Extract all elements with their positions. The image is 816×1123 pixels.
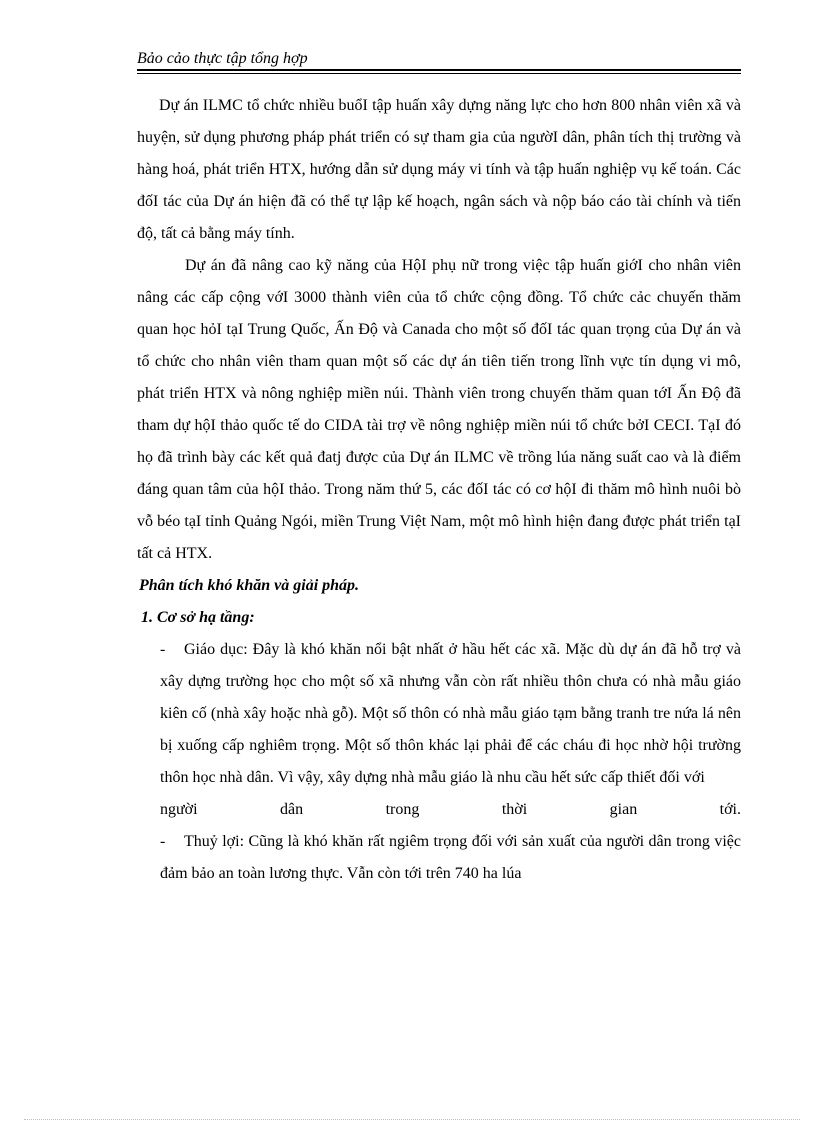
page-header (137, 49, 741, 69)
page-bottom-border (24, 1119, 800, 1120)
subsection-heading: 1. Cơ sở hạ tầng: (141, 609, 255, 626)
section-heading: Phân tích khó khăn và giải pháp. (139, 577, 360, 594)
bullet-dash: - (160, 833, 166, 850)
bullet-text: Thuỷ lợi: Cũng là khó khăn rất ngiêm trọng đối với sản xuất của người dân trong việc đảm bảo an toàn lương thực. Vẫn còn tới trên 740 ha lúa (160, 833, 741, 882)
bullet-last-line (160, 794, 741, 826)
body-paragraph: Dự án ILMC tổ chức nhiều buổI tập huấn xây dựng năng lực cho hơn 800 nhân viên xã và huyện, sử dụng phương pháp phát triển có sự tham gia của ngườI dân, phân tích thị trường và hàng hoá, phát triển HTX, hướng dẫn sử dụng máy vi tính và tập huấn nghiệp vụ kế toán. Các đốI tác của Dự án hiện đã có thể tự lập kế hoạch, ngân sách và nộp báo cáo tài chính và tiến độ, tất cả bằng máy tính. (137, 97, 741, 242)
bullet-text: Giáo dục: Đây là khó khăn nổi bật nhất ở hầu hết các xã. Mặc dù dự án đã hỗ trợ và xây dựng trường học cho một số xã nhưng vẫn còn rất nhiều thôn chưa có nhà mẫu giáo kiên cố (nhà xây hoặc nhà gỗ). Một số thôn có nhà mẫu giáo tạm bằng tranh tre nứa lá nên bị xuống cấp nghiêm trọng. Một số thôn khác lại phải để các cháu đi học nhờ hội trường thôn học nhà dân. Vì vậy, xây dựng nhà mẫu giáo là nhu cầu hết sức cấp thiết đối với (160, 641, 741, 786)
header-title: Bảo cảo thực tập tổng hợp (137, 50, 308, 67)
bullet-word: dân (280, 801, 304, 818)
bullet-dash: - (160, 641, 166, 658)
bullet-item-education (137, 634, 741, 826)
document-body (137, 90, 741, 890)
header-rule-thick (137, 69, 741, 71)
bullet-word: gian (609, 801, 638, 818)
bullet-word: tới. (719, 801, 741, 818)
bullet-item-irrigation (137, 826, 741, 890)
bullet-word: thời (501, 801, 528, 818)
bullet-word: người (160, 801, 198, 818)
bullet-word: trong (385, 801, 420, 818)
body-paragraph: Dự án đã nâng cao kỹ năng của HộI phụ nữ trong việc tập huấn giớI cho nhân viên nâng các cấp cộng vớI 3000 thành viên của tổ chức cộng đồng. Tổ chức cảc chuyến thăm quan học hỏI tạI Trung Quốc, Ấn Độ và Canada cho một số đốI tác quan trọng của Dự án và tổ chức cho nhân viên tham quan một số các dự án tiên tiến trong lĩnh vực tín dụng vi mô, phát triển HTX và nông nghiệp miền núi. Thành viên trong chuyến thăm quan tớI Ấn Độ đã tham dự hộI thảo quốc tế do CIDA tài trợ về nông nghiệp miền núi tổ chức bởI CECI. TạI đó họ đã trình bày các kết quả đatj được của Dự án ILMC về trồng lúa năng suất cao và là điểm đáng quan tâm của hộI thảo. Trong năm thứ 5, các đốI tác có cơ hộI đi thăm mô hình nuôi bò vỗ béo tạI tỉnh Quảng Ngói, miền Trung Việt Nam, một mô hình hiện đang được phát triển tạI tất cả HTX. (137, 257, 741, 562)
header-rule-thin (137, 73, 741, 74)
